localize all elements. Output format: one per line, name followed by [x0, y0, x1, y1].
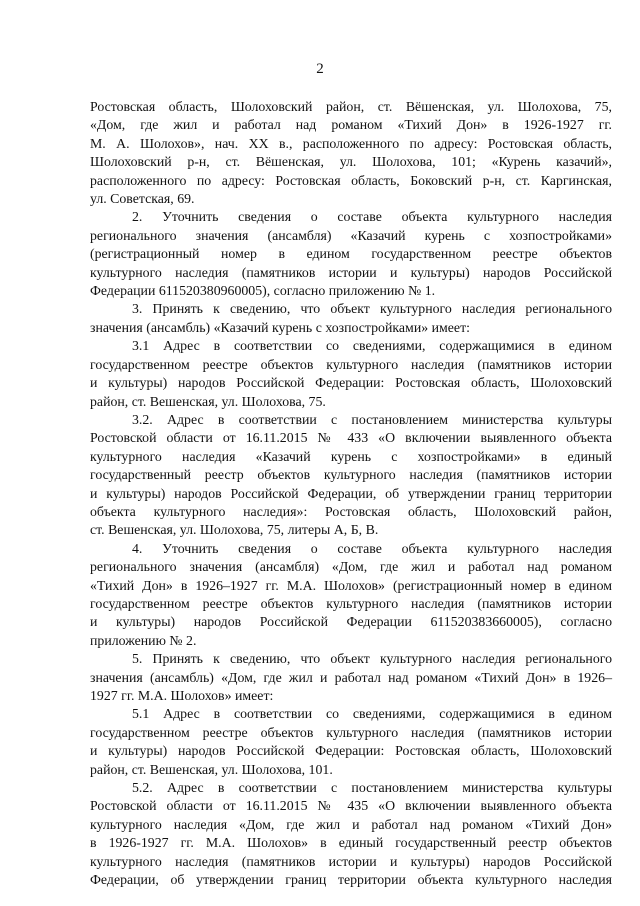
paragraph — [90, 411, 612, 540]
text-line: государственном реестре объектов культурного наследия (памятников истории — [90, 595, 612, 611]
text-line: М. А. Шолохов», нач. XX в., расположенного по адресу: Ростовская область, — [90, 135, 612, 151]
text-line: государственном реестре объектов культурного наследия (памятников истории — [90, 724, 612, 740]
text-line: Федерации 611520380960005), согласно приложению № 1. — [90, 283, 436, 299]
paragraph — [90, 705, 612, 779]
text-line: 3.1 Адрес в соответствии со сведениями, содержащимися в едином — [132, 338, 612, 354]
text-line: (регистрационный номер в едином государственном реестре объектов — [90, 246, 612, 262]
text-line: культурного наследия «Дом, где жил и работал над романом «Тихий Дон» — [90, 816, 612, 832]
text-line: и культуры) народов Российской Федерации, об утверждении границ территории — [90, 485, 612, 501]
text-line: Ростовской области от 16.11.2015 № 433 «О включении выявленного объекта — [90, 430, 612, 446]
page-number: 2 — [316, 61, 324, 77]
text-line: ст. Вешенская, ул. Шолохова, 75, литеры А, Б, В. — [90, 522, 379, 538]
paragraph — [90, 300, 612, 337]
text-line: и культуры) народов Российской Федерации 611520383660005), согласно — [90, 614, 612, 630]
text-line: Ростовской области от 16.11.2015 № 435 «О включении выявленного объекта — [90, 798, 612, 814]
text-line: приложению № 2. — [90, 632, 197, 648]
text-line: значения (ансамбль) «Казачий курень с хозпостройками» имеет: — [90, 319, 470, 335]
text-line: Шолоховский р-н, ст. Вёшенская, ул. Шолохова, 101; «Курень казачий», — [90, 154, 612, 170]
paragraph — [90, 98, 612, 208]
text-line: государственном реестре объектов культурного наследия (памятников истории — [90, 356, 612, 372]
text-line: район, ст. Вешенская, ул. Шолохова, 101. — [90, 761, 333, 777]
paragraph — [90, 540, 612, 650]
paragraph — [90, 779, 612, 889]
text-line: культурного наследия (памятников истории и культуры) народов Российской — [90, 264, 612, 280]
text-line: район, ст. Вешенская, ул. Шолохова, 75. — [90, 393, 326, 409]
text-line: 5.1 Адрес в соответствии со сведениями, содержащимися в едином — [132, 706, 612, 722]
paragraph — [90, 650, 612, 705]
text-line: 4. Уточнить сведения о составе объекта культурного наследия — [132, 540, 612, 556]
text-line: 5. Принять к сведению, что объект культурного наследия регионального — [132, 651, 612, 667]
text-line: ул. Советская, 69. — [90, 191, 195, 207]
text-line: 5.2. Адрес в соответствии с постановлением министерства культуры — [132, 780, 612, 796]
text-line: объекта культурного наследия»: Ростовская область, Шолоховский район, — [90, 503, 612, 519]
text-line: Ростовская область, Шолоховский район, ст. Вёшенская, ул. Шолохова, 75, — [90, 99, 612, 114]
text-line: в 1926-1927 гг. М.А. Шолохов» в единый государственный реестр объектов — [90, 835, 612, 851]
text-line: расположенного по адресу: Ростовская область, Боковский р-н, ст. Каргинская, — [90, 172, 612, 188]
paragraph — [90, 208, 612, 300]
text-line: 3. Принять к сведению, что объект культурного наследия регионального — [132, 301, 612, 317]
paragraph — [90, 337, 612, 411]
text-line: государственный реестр объектов культурного наследия (памятников истории — [90, 467, 612, 483]
text-line: регионального значения (ансамбля) «Казачий курень с хозпостройками» — [90, 227, 612, 243]
text-line: 2. Уточнить сведения о составе объекта культурного наследия — [132, 209, 612, 225]
text-line: значения (ансамбль) «Дом, где жил и работал над романом «Тихий Дон» в 1926– — [90, 669, 612, 685]
text-line: 1927 гг. М.А. Шолохов» имеет: — [90, 688, 274, 703]
text-line: «Дом, где жил и работал над романом «Тихий Дон» в 1926-1927 гг. — [90, 117, 612, 133]
text-line: и культуры) народов Российской Федерации: Ростовская область, Шолоховский — [90, 375, 612, 391]
document-body — [90, 98, 612, 889]
text-line: 3.2. Адрес в соответствии с постановлением министерства культуры — [132, 411, 612, 427]
text-line: культурного наследия «Казачий курень с хозпостройками» в единый — [90, 448, 612, 464]
text-line: и культуры) народов Российской Федерации: Ростовская область, Шолоховский — [90, 743, 612, 759]
text-line: «Тихий Дон» в 1926–1927 гг. М.А. Шолохов» (регистрационный номер в едином — [90, 577, 612, 593]
text-line: культурного наследия (памятников истории и культуры) народов Российской — [90, 853, 612, 869]
text-line: Федерации, об утверждении границ территории объекта культурного наследия — [90, 872, 612, 888]
text-line: регионального значения (ансамбля) «Дом, где жил и работал над романом — [90, 559, 612, 575]
